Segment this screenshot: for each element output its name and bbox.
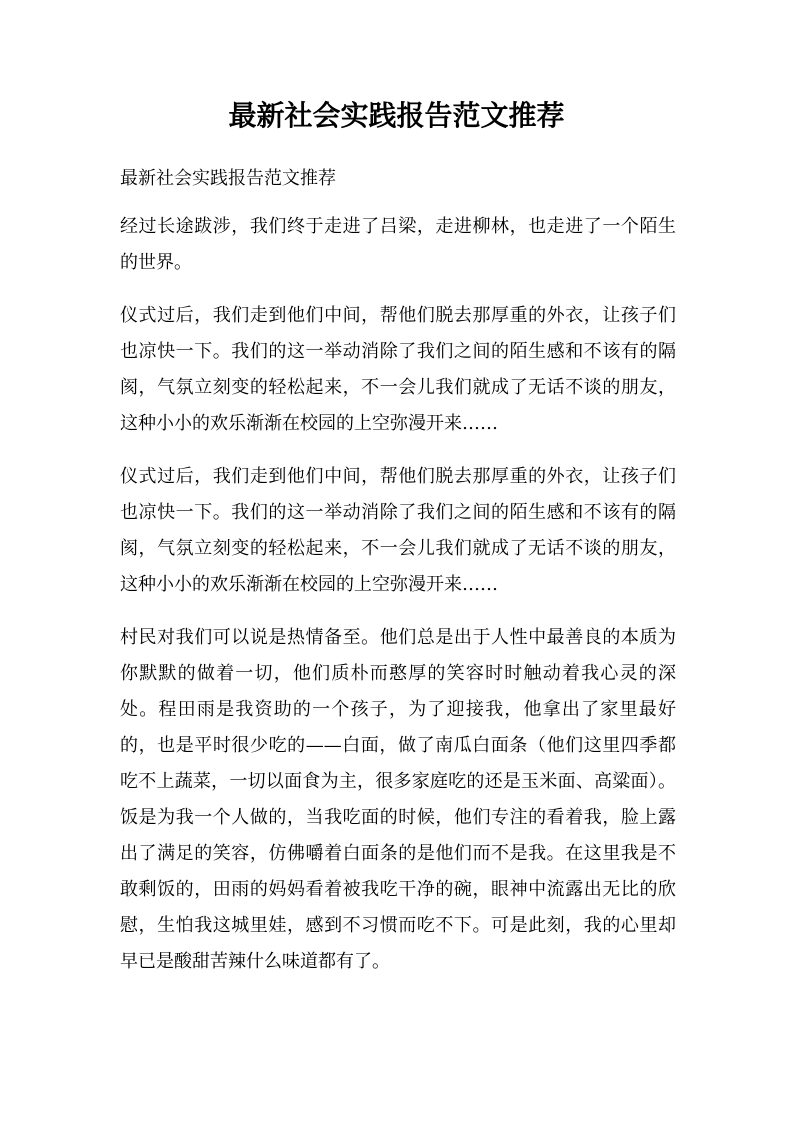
document-body xyxy=(120,161,676,997)
paragraph-4: 村民对我们可以说是热情备至。他们总是出于人性中最善良的本质为你默默的做着一切，他们质朴而憨厚的笑容时时触动着我心灵的深处。程田雨是我资助的一个孩子，为了迎接我，他拿出了家里最好的，也是平时很少吃的——白面，做了南瓜白面条（他们这里四季都吃不上蔬菜，一切以面食为主，很多家庭吃的还是玉米面、高粱面）。饭是为我一个人做的，当我吃面的时候，他们专注的看着我，脸上露出了满足的笑容，仿佛嚼着白面条的是他们而不是我。在这里我是不敢剩饭的，田雨的妈妈看着被我吃干净的碗，眼神中流露出无比的欣慰，生怕我这城里娃，感到不习惯而吃不下。可是此刻，我的心里却早已是酸甜苦辣什么味道都有了。 xyxy=(120,627,676,972)
paragraph-2: 仪式过后，我们走到他们中间，帮他们脱去那厚重的外衣，让孩子们也凉快一下。我们的这一举动消除了我们之间的陌生感和不该有的隔阂，气氛立刻变的轻松起来，不一会儿我们就成了无话不谈的朋友，这种小小的欢乐渐渐在校园的上空弥漫开来…… xyxy=(120,305,676,434)
paragraph-3: 仪式过后，我们走到他们中间，帮他们脱去那厚重的外衣，让孩子们也凉快一下。我们的这一举动消除了我们之间的陌生感和不该有的隔阂，气氛立刻变的轻松起来，不一会儿我们就成了无话不谈的朋友，这种小小的欢乐渐渐在校园的上空弥漫开来…… xyxy=(120,466,676,595)
document-title: 最新社会实践报告范文推荐 xyxy=(228,99,565,132)
document-subtitle: 最新社会实践报告范文推荐 xyxy=(120,168,336,189)
paragraph-1: 经过长途跋涉，我们终于走进了吕梁，走进柳林，也走进了一个陌生的世界。 xyxy=(120,216,676,273)
